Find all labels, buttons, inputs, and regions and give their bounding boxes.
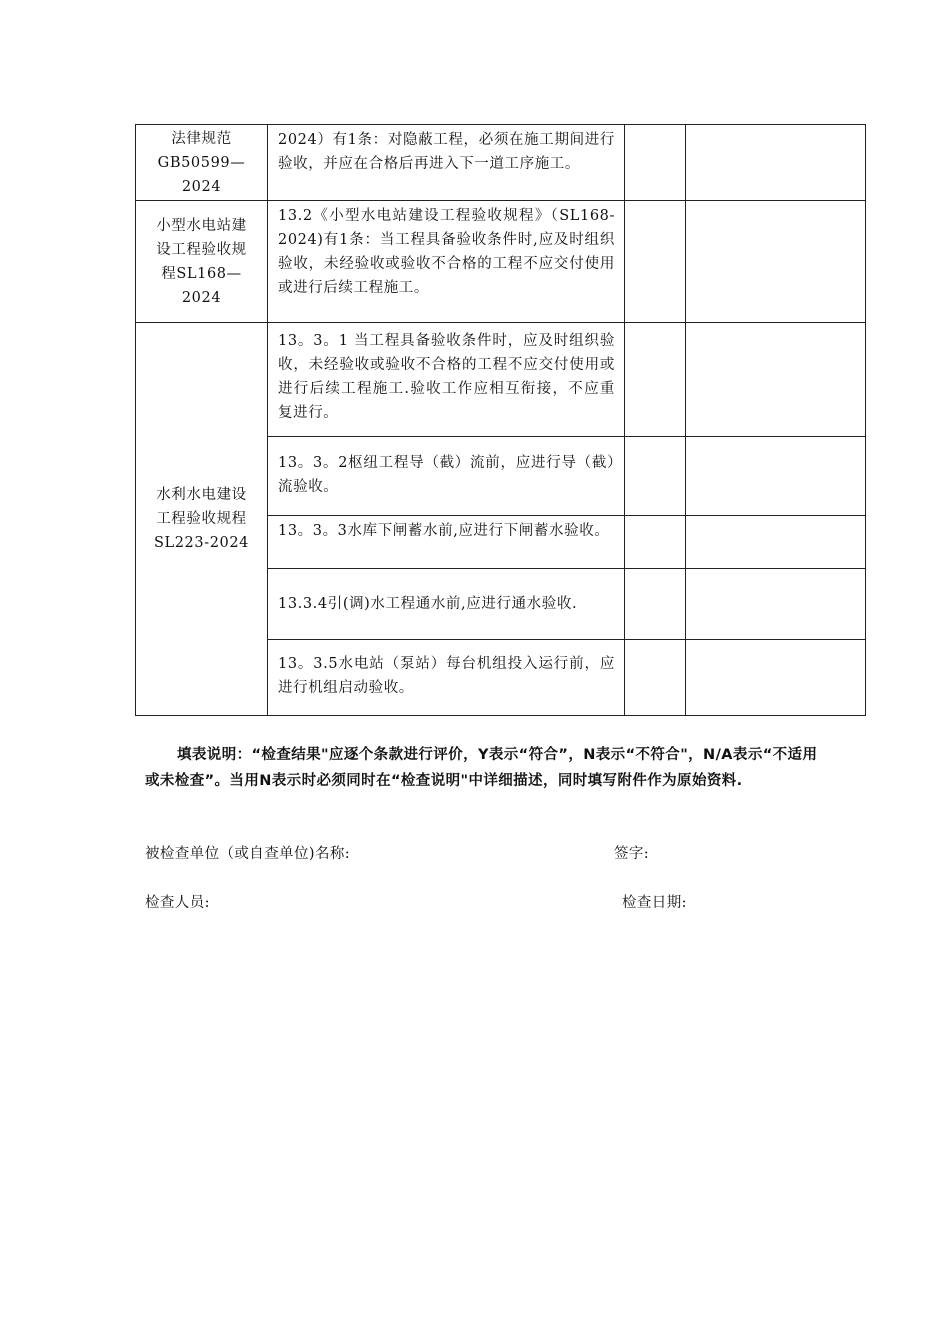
standard-name-line: 工程验收规程: [156, 511, 247, 527]
inspection-date-label: 检查日期:: [622, 895, 687, 911]
inspected-unit-label: 被检查单位（或自查单位)名称:: [145, 846, 351, 862]
clause-cell: 13.3.4引(调)水工程通水前,应进行通水验收.: [268, 569, 625, 640]
remark-cell[interactable]: [686, 640, 866, 716]
standard-cell: [136, 323, 268, 716]
clause-cell: 2024）有1条：对隐蔽工程，必须在施工期间进行验收，并应在合格后再进入下一道工序施工。: [268, 125, 625, 201]
standard-name-line: 法律规范: [171, 130, 232, 147]
inspector-label: 检查人员:: [145, 895, 210, 911]
fill-instructions-text: 填表说明：“检查结果"应逐个条款进行评价，Y表示“符合”，N表示“不符合"，N/A表示“不适用或未检查”。当用N表示时必须同时在“检查说明"中详细描述，同时填写附件作为原始资料.: [145, 747, 818, 789]
table-row: [136, 125, 866, 201]
standard-name-line: SL223-2024: [153, 535, 250, 551]
result-cell[interactable]: [625, 640, 686, 716]
result-cell[interactable]: [625, 516, 686, 569]
fill-instructions: [145, 742, 825, 794]
standard-name-line: 水利水电建设: [156, 487, 247, 503]
result-cell[interactable]: [625, 323, 686, 437]
remark-cell[interactable]: [686, 437, 866, 516]
standard-cell: [136, 201, 268, 323]
remark-cell[interactable]: [686, 569, 866, 640]
remark-cell[interactable]: [686, 125, 866, 201]
standard-name-line: GB50599—2024: [157, 154, 246, 195]
clause-cell: 13。3.5水电站（泵站）每台机组投入运行前，应进行机组启动验收。: [268, 640, 625, 716]
result-cell[interactable]: [625, 201, 686, 323]
standard-name-line: 设工程验收规: [156, 241, 247, 258]
standard-name-line: 程SL168—2024: [161, 265, 242, 306]
standard-name-line: 小型水电站建: [156, 217, 247, 234]
standard-cell: [136, 125, 268, 201]
table-row: [136, 323, 866, 437]
clause-cell: 13。3。3水库下闸蓄水前,应进行下闸蓄水验收。: [268, 516, 625, 569]
result-cell[interactable]: [625, 125, 686, 201]
result-cell[interactable]: [625, 437, 686, 516]
result-cell[interactable]: [625, 569, 686, 640]
signature-label: 签字:: [614, 846, 650, 862]
remark-cell[interactable]: [686, 201, 866, 323]
table-row: [136, 201, 866, 323]
remark-cell[interactable]: [686, 323, 866, 437]
clause-cell: 13.2《小型水电站建设工程验收规程》（SL168-2024)有1条：当工程具备验收条件时,应及时组织验收，未经验收或验收不合格的工程不应交付使用或进行后续工程施工。: [268, 201, 625, 323]
inspection-table: [135, 124, 866, 716]
clause-cell: 13。3。2枢纽工程导（截）流前，应进行导（截）流验收。: [268, 437, 625, 516]
remark-cell[interactable]: [686, 516, 866, 569]
clause-cell: 13。3。1 当工程具备验收条件时，应及时组织验收，未经验收或验收不合格的工程不应交付使用或进行后续工程施工.验收工作应相互衔接，不应重复进行。: [268, 323, 625, 437]
